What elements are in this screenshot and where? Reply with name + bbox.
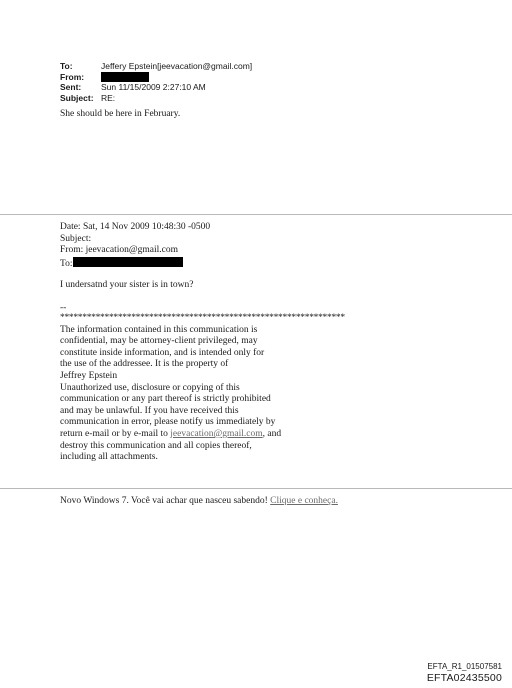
quoted-to-row xyxy=(60,257,210,269)
disclaimer-line-with-link xyxy=(60,429,345,441)
footer-text: Novo Windows 7. Você vai achar que nasceu sabendo! xyxy=(60,496,271,506)
quoted-to-label: To: xyxy=(60,258,73,269)
from-label: From: xyxy=(60,71,85,82)
from-redaction xyxy=(101,72,149,82)
subject-label: Subject: xyxy=(60,92,94,103)
footer-link[interactable]: Clique e conheça. xyxy=(270,496,338,506)
disclaimer-line: constitute inside information, and is intended only for xyxy=(60,347,265,358)
disclaimer-line: destroy this communication and all copies thereof, xyxy=(60,440,252,451)
disclaimer-line: and may be unlawful. If you have received this xyxy=(60,405,239,416)
disclaimer-line: communication in error, please notify us immediately by xyxy=(60,417,276,428)
disclaimer-line: confidential, may be attorney-client privileged, may xyxy=(60,336,258,347)
quoted-to-redaction xyxy=(73,257,183,267)
from-row xyxy=(60,72,252,83)
reply-body: She should be here in February. xyxy=(60,109,181,119)
sent-row xyxy=(60,82,252,93)
disclaimer-line: Unauthorized use, disclosure or copying of this xyxy=(60,382,240,393)
email-link[interactable]: jeevacation@gmail.com xyxy=(170,428,263,439)
quoted-message-text: I undersatnd your sister is in town? xyxy=(60,279,194,290)
sent-value: Sun 11/15/2009 2:27:10 AM xyxy=(101,82,206,92)
quoted-message xyxy=(60,222,210,315)
spacer xyxy=(60,268,210,280)
subject-row xyxy=(60,93,252,104)
divider-bottom xyxy=(0,488,512,489)
signature-separator: -- xyxy=(60,303,67,314)
quoted-date: Date: Sat, 14 Nov 2009 10:48:30 -0500 xyxy=(60,222,211,232)
bates-number-2: EFTA02435500 xyxy=(426,672,502,684)
disclaimer-line: including all attachments. xyxy=(60,452,158,463)
quoted-from: From: jeevacation@gmail.com xyxy=(60,245,178,256)
disclaimer-line: the use of the addressee. It is the property of xyxy=(60,359,229,370)
footer-ad xyxy=(60,496,338,506)
disclaimer-line: communication or any part thereof is strictly prohibited xyxy=(60,394,271,405)
disclaimer-text: , and xyxy=(262,428,282,439)
star-line: **************************************************************** xyxy=(60,313,345,323)
email-header xyxy=(60,61,252,103)
to-label: To: xyxy=(60,61,73,71)
sent-label: Sent: xyxy=(60,82,82,92)
disclaimer-line: Jeffrey Epstein xyxy=(60,370,118,381)
disclaimer-text: return e-mail or by e-mail to xyxy=(60,428,171,439)
spacer xyxy=(60,292,210,304)
quoted-subject: Subject: xyxy=(60,233,92,244)
to-row xyxy=(60,61,252,72)
divider-top xyxy=(0,214,512,215)
subject-value: RE: xyxy=(101,92,116,103)
disclaimer xyxy=(60,313,345,464)
bates-number-1: EFTA_R1_01507581 xyxy=(427,662,502,671)
to-value: Jeffery Epstein[jeevacation@gmail.com] xyxy=(101,61,253,71)
disclaimer-line: The information contained in this communication is xyxy=(60,324,258,335)
